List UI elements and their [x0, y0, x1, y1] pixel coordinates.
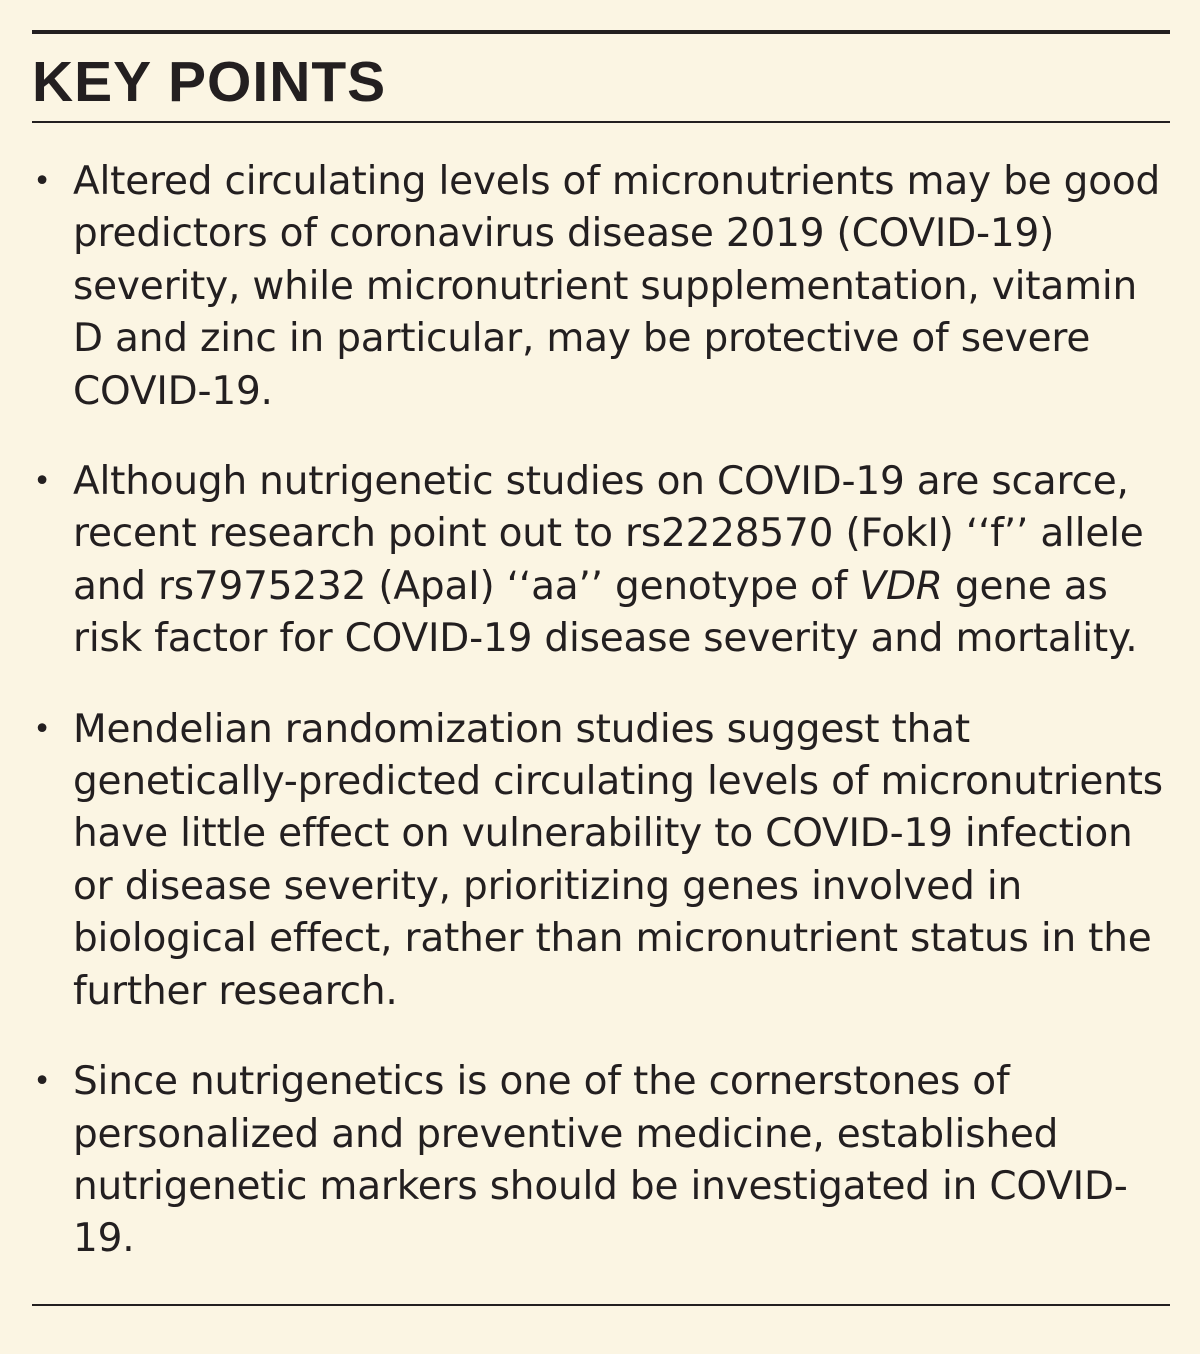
top-rule	[32, 30, 1170, 34]
key-points-box	[32, 30, 1170, 1310]
key-point-3	[32, 704, 1170, 1018]
key-points-title: KEY POINTS	[32, 50, 387, 114]
vdr-gene-name: VDR	[859, 563, 943, 609]
title-rule	[32, 121, 1170, 123]
bullet-icon: •	[33, 711, 51, 747]
key-point-2-text-end: gene as risk factor for COVID-19 disease severity and mortality.	[73, 563, 1138, 662]
key-point-4-text: Since nutrigenetics is one of the cornerstones of personalized and preventive medicine, established nutrigenetic markers should be investigated in COVID-19.	[73, 1059, 1128, 1262]
key-points-list	[32, 156, 1170, 1304]
bullet-icon: •	[33, 164, 51, 199]
key-point-1	[32, 156, 1170, 418]
key-point-2	[32, 456, 1170, 666]
key-point-3-text: Mendelian randomization studies suggest that genetically-predicted circulating levels of micronutrients have little effect on vulnerability to COVID-19 infection or disease severity, prioritizing genes involved in biological effect, rather than micronutrient status in the further research.	[73, 706, 1163, 1014]
key-point-1-text: Altered circulating levels of micronutrients may be good predictors of coronavirus disease 2019 (COVID-19) severity, while micronutrient supplementation, vitamin D and zinc in particular, may be protective of severe COVID-19.	[73, 159, 1161, 414]
bullet-icon: •	[33, 1064, 51, 1100]
bottom-rule	[32, 1304, 1170, 1306]
bullet-icon: •	[33, 464, 51, 500]
key-point-4	[32, 1056, 1170, 1266]
key-point-2-text-start: Although nutrigenetic studies on COVID-19 are scarce, recent research point out to rs2228570 (FokI) ‘‘f’’ allele and rs7975232 (ApaI) ‘‘aa’’ genotype of	[73, 459, 1144, 609]
